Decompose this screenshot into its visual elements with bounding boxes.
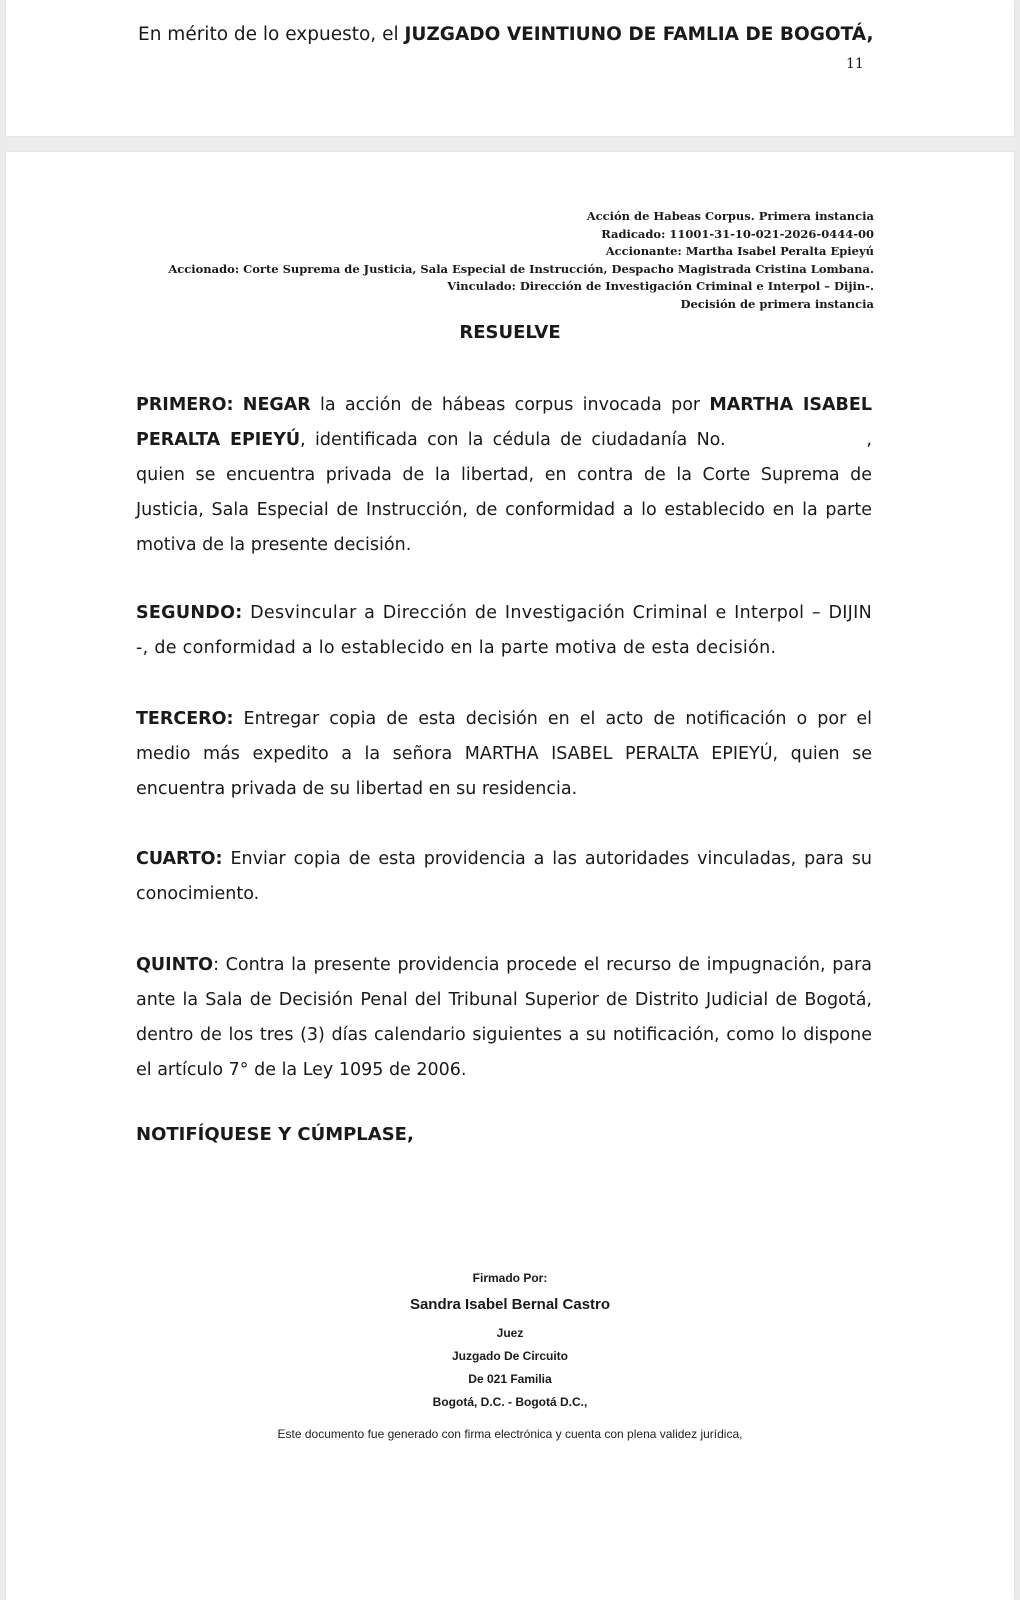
header-vinculado: Vinculado: Dirección de Investigación Criminal e Interpol – Dijin-. <box>447 279 874 293</box>
cuarto-text: Enviar copia de esta providencia a las autoridades vinculadas, para su conocimiento. <box>136 849 872 904</box>
quinto-text: : Contra la presente providencia procede el recurso de impugnación, para ante la Sala de Decisión Penal del Tribunal Superior de Distrito Judicial de Bogotá, dentro de los tres (3) días calendario siguientes a su notificación, como lo dispone el artículo 7° de la Ley 1095 de 2006. <box>136 955 872 1080</box>
previous-page-closing-line <box>138 24 878 45</box>
previous-page <box>6 0 1014 136</box>
signature-label: Firmado Por: <box>472 1271 548 1285</box>
section-title: RESUELVE <box>459 322 561 343</box>
court-name: JUZGADO VEINTIUNO DE FAMLIA DE BOGOTÁ, <box>404 24 874 45</box>
resolution-segundo <box>136 596 872 666</box>
resolution-tercero <box>136 702 872 807</box>
primero-text-a: la acción de hábeas corpus invocada por <box>310 395 710 415</box>
page-number: 11 <box>846 56 864 72</box>
primero-text-c: , quien se encuentra privada de la libertad, en contra de la Corte Suprema de Justicia, Sala Especial de Instrucción, de conformidad a lo establecido en la parte motiva de la presente decisión. <box>136 430 872 555</box>
cuarto-label: CUARTO: <box>136 849 223 869</box>
resolution-cuarto <box>136 842 872 912</box>
electronic-signature-note: Este documento fue generado con firma electrónica y cuenta con plena validez jurídica, <box>277 1427 743 1441</box>
case-header <box>168 208 874 313</box>
resolution-primero <box>136 388 872 563</box>
signature-block <box>6 1268 1014 1444</box>
signer-court-1: Juzgado De Circuito <box>451 1349 568 1363</box>
segundo-text: Desvincular a Dirección de Investigación Criminal e Interpol – DIJIN -, de conformidad a lo establecido en la parte motiva de esta decisión. <box>136 603 872 658</box>
primero-text-b: , identificada con la cédula de ciudadanía No. <box>300 430 735 450</box>
signer-role: Juez <box>496 1326 524 1340</box>
signer-name: Sandra Isabel Bernal Castro <box>409 1296 611 1313</box>
closing-line-prefix: En mérito de lo expuesto, el <box>138 24 405 45</box>
header-radicado: Radicado: 11001-31-10-021-2026-0444-00 <box>601 226 874 241</box>
header-accionante: Accionante: Martha Isabel Peralta Epieyú <box>605 244 874 258</box>
signer-city: Bogotá, D.C. - Bogotá D.C., <box>432 1395 588 1409</box>
document-page <box>6 152 1014 1600</box>
primero-label: PRIMERO: <box>136 395 234 415</box>
header-accionado: Accionado: Corte Suprema de Justicia, Sala Especial de Instrucción, Despacho Magistrada Cristina Lombana. <box>168 261 874 276</box>
header-decision: Decisión de primera instancia <box>680 296 874 311</box>
closing-formula: NOTIFÍQUESE Y CÚMPLASE, <box>136 1124 414 1145</box>
header-action-type: Acción de Habeas Corpus. Primera instancia <box>586 209 874 223</box>
primero-name: MARTHA ISABEL PERALTA EPIEYÚ <box>136 395 872 450</box>
tercero-text: Entregar copia de esta decisión en el acto de notificación o por el medio más expedito a la señora MARTHA ISABEL PERALTA EPIEYÚ, quien se encuentra privada de su libertad en su residencia. <box>136 709 872 799</box>
quinto-label: QUINTO <box>136 955 214 975</box>
primero-verb: NEGAR <box>242 395 311 415</box>
segundo-label: SEGUNDO: <box>136 603 243 623</box>
signer-court-2: De 021 Familia <box>468 1372 552 1386</box>
tercero-label: TERCERO: <box>136 709 234 729</box>
resolution-quinto <box>136 948 872 1088</box>
